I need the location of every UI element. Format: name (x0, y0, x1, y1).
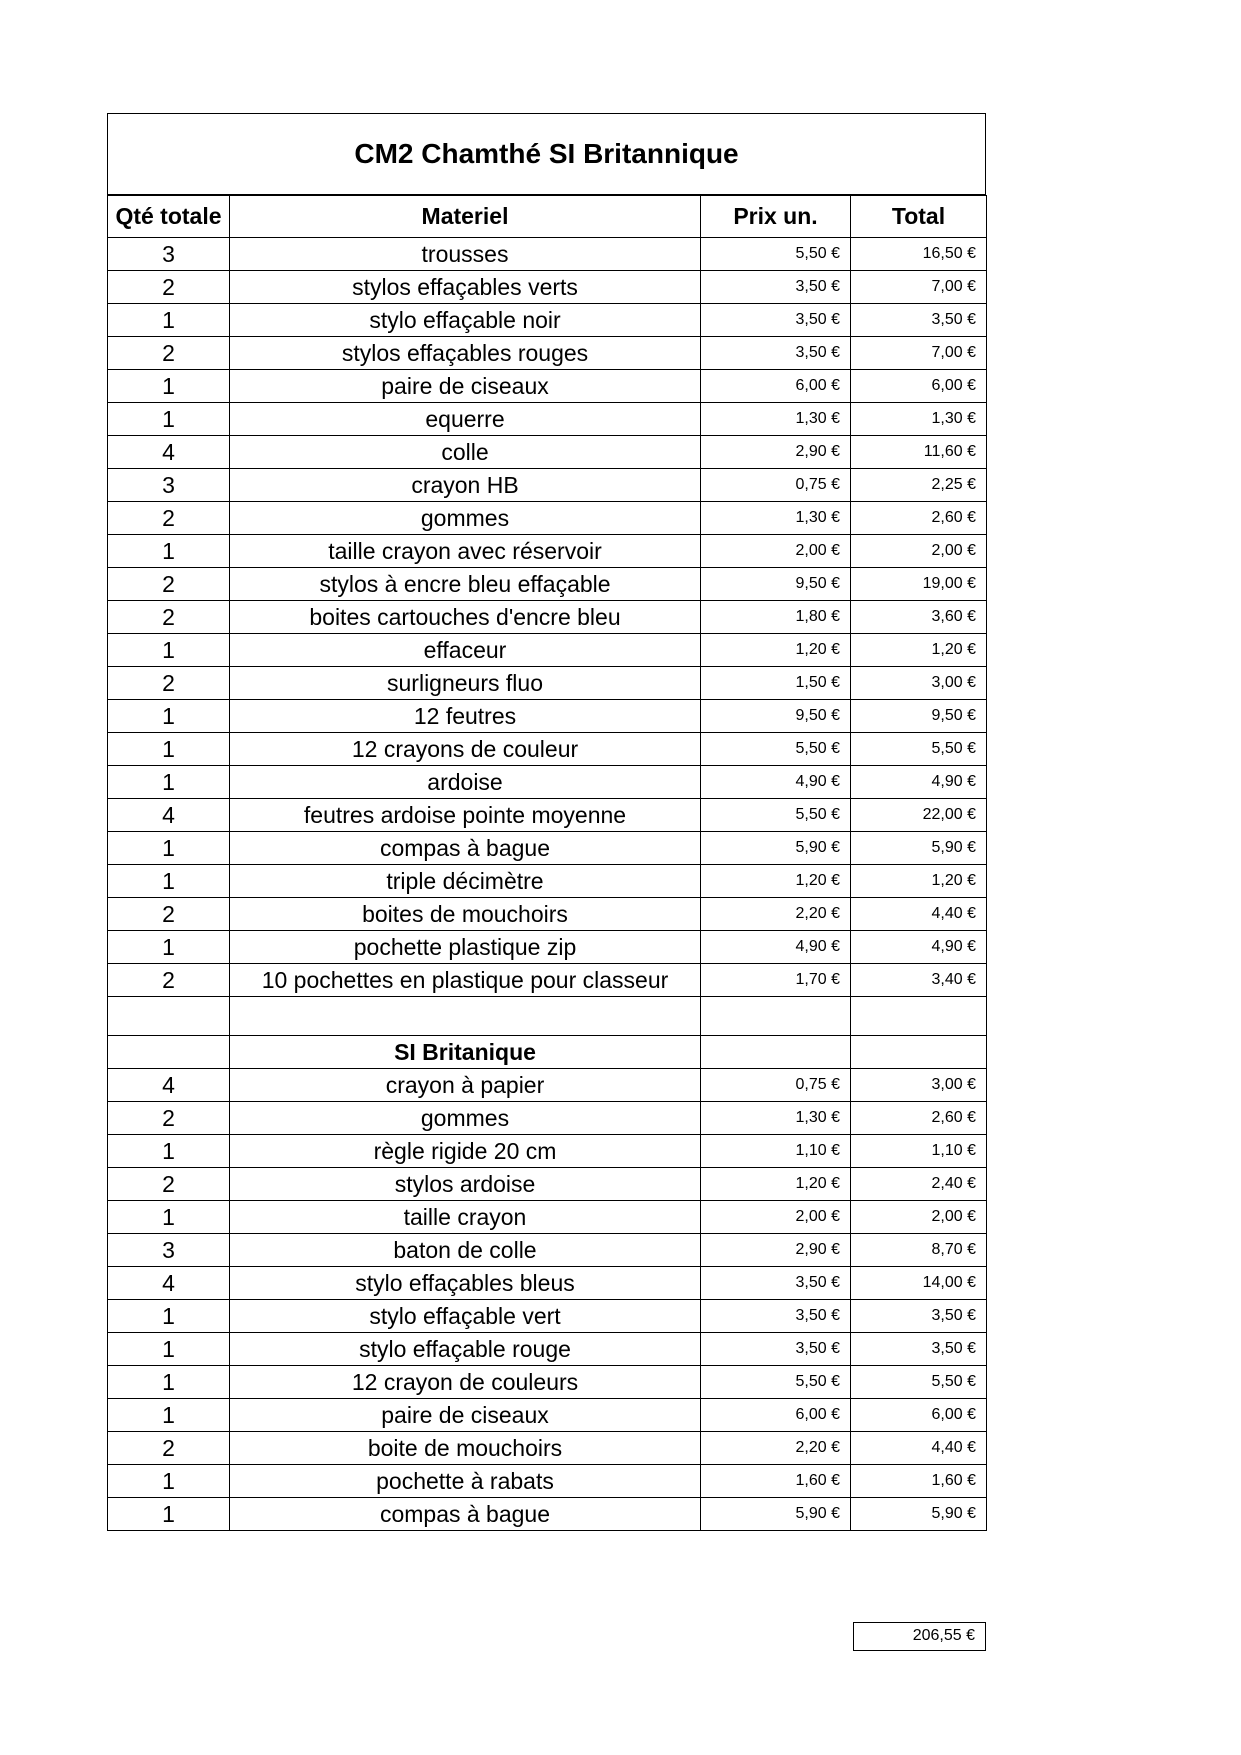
qty-cell: 2 (108, 898, 230, 931)
unit-price-cell: 4,90 € (701, 931, 851, 964)
material-cell: 12 feutres (230, 700, 701, 733)
material-cell: taille crayon avec réservoir (230, 535, 701, 568)
blank-row (108, 997, 987, 1036)
unit-price-cell: 2,20 € (701, 1432, 851, 1465)
qty-cell: 4 (108, 1069, 230, 1102)
total-cell: 3,40 € (851, 964, 987, 997)
qty-cell: 1 (108, 766, 230, 799)
total-cell: 5,50 € (851, 733, 987, 766)
unit-price-cell: 5,90 € (701, 1498, 851, 1531)
material-cell (230, 997, 701, 1036)
material-cell: compas à bague (230, 1498, 701, 1531)
unit-price-cell: 3,50 € (701, 1300, 851, 1333)
table-row (108, 370, 987, 403)
table-row (108, 601, 987, 634)
qty-cell: 1 (108, 1201, 230, 1234)
unit-price-cell: 2,00 € (701, 535, 851, 568)
table-row (108, 403, 987, 436)
table-row (108, 337, 987, 370)
material-cell: stylo effaçables bleus (230, 1267, 701, 1300)
section-title-row (108, 1036, 987, 1069)
qty-cell: 1 (108, 304, 230, 337)
total-cell: 3,50 € (851, 1300, 987, 1333)
unit-price-cell: 3,50 € (701, 271, 851, 304)
unit-price-cell: 5,50 € (701, 1366, 851, 1399)
unit-price-cell: 1,20 € (701, 634, 851, 667)
material-cell: 12 crayons de couleur (230, 733, 701, 766)
material-cell: pochette plastique zip (230, 931, 701, 964)
total-cell: 5,50 € (851, 1366, 987, 1399)
unit-price-cell: 3,50 € (701, 1333, 851, 1366)
table-row (108, 1234, 987, 1267)
material-cell: stylo effaçable vert (230, 1300, 701, 1333)
total-cell: 1,60 € (851, 1465, 987, 1498)
table-row (108, 1498, 987, 1531)
unit-price-cell: 5,90 € (701, 832, 851, 865)
total-cell: 2,00 € (851, 535, 987, 568)
total-cell: 22,00 € (851, 799, 987, 832)
total-cell: 2,60 € (851, 1102, 987, 1135)
material-cell: trousses (230, 238, 701, 271)
qty-cell: 1 (108, 1333, 230, 1366)
unit-price-cell: 0,75 € (701, 1069, 851, 1102)
table-row (108, 238, 987, 271)
sheet-title: CM2 Chamthé SI Britannique (107, 113, 986, 195)
total-cell: 4,40 € (851, 1432, 987, 1465)
supply-list-sheet (107, 113, 986, 1531)
qty-cell: 2 (108, 337, 230, 370)
table-row (108, 964, 987, 997)
material-cell: surligneurs fluo (230, 667, 701, 700)
total-cell: 4,90 € (851, 931, 987, 964)
material-cell: baton de colle (230, 1234, 701, 1267)
unit-price-cell (701, 1036, 851, 1069)
qty-cell: 1 (108, 535, 230, 568)
material-cell: boites cartouches d'encre bleu (230, 601, 701, 634)
unit-price-cell: 1,70 € (701, 964, 851, 997)
table-row (108, 1300, 987, 1333)
unit-price-cell: 1,20 € (701, 865, 851, 898)
total-cell: 3,60 € (851, 601, 987, 634)
qty-cell: 4 (108, 436, 230, 469)
total-cell: 5,90 € (851, 832, 987, 865)
qty-cell: 3 (108, 469, 230, 502)
total-cell (851, 997, 987, 1036)
unit-price-cell: 2,20 € (701, 898, 851, 931)
material-cell: crayon à papier (230, 1069, 701, 1102)
material-cell: feutres ardoise pointe moyenne (230, 799, 701, 832)
unit-price-cell: 1,60 € (701, 1465, 851, 1498)
table-row (108, 1432, 987, 1465)
material-cell: compas à bague (230, 832, 701, 865)
table-row (108, 865, 987, 898)
qty-cell: 2 (108, 502, 230, 535)
table-row (108, 898, 987, 931)
total-cell: 8,70 € (851, 1234, 987, 1267)
material-cell: paire de ciseaux (230, 1399, 701, 1432)
qty-cell: 1 (108, 1300, 230, 1333)
total-cell: 2,40 € (851, 1168, 987, 1201)
material-cell: equerre (230, 403, 701, 436)
material-cell: stylos à encre bleu effaçable (230, 568, 701, 601)
table-row (108, 469, 987, 502)
material-cell: 10 pochettes en plastique pour classeur (230, 964, 701, 997)
material-cell: gommes (230, 1102, 701, 1135)
total-cell: 1,20 € (851, 634, 987, 667)
grand-total: 206,55 € (853, 1622, 986, 1651)
unit-price-cell: 5,50 € (701, 733, 851, 766)
qty-cell: 3 (108, 1234, 230, 1267)
table-row (108, 766, 987, 799)
qty-cell: 1 (108, 1498, 230, 1531)
total-cell (851, 1036, 987, 1069)
material-cell: 12 crayon de couleurs (230, 1366, 701, 1399)
unit-price-cell: 2,90 € (701, 1234, 851, 1267)
qty-cell: 2 (108, 601, 230, 634)
qty-cell: 2 (108, 964, 230, 997)
material-cell: ardoise (230, 766, 701, 799)
qty-cell: 1 (108, 865, 230, 898)
total-cell: 11,60 € (851, 436, 987, 469)
unit-price-cell: 3,50 € (701, 337, 851, 370)
unit-price-cell: 9,50 € (701, 700, 851, 733)
material-cell: pochette à rabats (230, 1465, 701, 1498)
material-cell: SI Britanique (230, 1036, 701, 1069)
qty-cell: 2 (108, 1432, 230, 1465)
material-cell: effaceur (230, 634, 701, 667)
total-cell: 1,20 € (851, 865, 987, 898)
qty-cell: 1 (108, 1135, 230, 1168)
table-row (108, 700, 987, 733)
unit-price-cell: 1,30 € (701, 1102, 851, 1135)
table-row (108, 1069, 987, 1102)
unit-price-cell (701, 997, 851, 1036)
table-row (108, 733, 987, 766)
total-cell: 19,00 € (851, 568, 987, 601)
total-cell: 7,00 € (851, 337, 987, 370)
unit-price-cell: 6,00 € (701, 1399, 851, 1432)
qty-cell: 1 (108, 832, 230, 865)
total-cell: 2,60 € (851, 502, 987, 535)
unit-price-cell: 1,10 € (701, 1135, 851, 1168)
material-cell: taille crayon (230, 1201, 701, 1234)
unit-price-cell: 1,30 € (701, 502, 851, 535)
qty-cell: 4 (108, 799, 230, 832)
header-material: Materiel (230, 196, 701, 238)
qty-cell: 1 (108, 634, 230, 667)
table-row (108, 1465, 987, 1498)
table-row (108, 304, 987, 337)
table-row (108, 1366, 987, 1399)
qty-cell: 1 (108, 403, 230, 436)
unit-price-cell: 6,00 € (701, 370, 851, 403)
qty-cell: 2 (108, 271, 230, 304)
unit-price-cell: 1,50 € (701, 667, 851, 700)
table-row (108, 568, 987, 601)
table-row (108, 502, 987, 535)
total-cell: 4,40 € (851, 898, 987, 931)
unit-price-cell: 1,80 € (701, 601, 851, 634)
header-total: Total (851, 196, 987, 238)
table-row (108, 271, 987, 304)
qty-cell: 2 (108, 1168, 230, 1201)
unit-price-cell: 3,50 € (701, 304, 851, 337)
unit-price-cell: 4,90 € (701, 766, 851, 799)
qty-cell (108, 997, 230, 1036)
header-unit-price: Prix un. (701, 196, 851, 238)
total-cell: 6,00 € (851, 1399, 987, 1432)
table-row (108, 1135, 987, 1168)
qty-cell: 1 (108, 931, 230, 964)
table-row (108, 1201, 987, 1234)
total-cell: 3,50 € (851, 1333, 987, 1366)
total-cell: 9,50 € (851, 700, 987, 733)
unit-price-cell: 2,00 € (701, 1201, 851, 1234)
material-cell: gommes (230, 502, 701, 535)
table-header-row (108, 196, 987, 238)
qty-cell: 2 (108, 568, 230, 601)
total-cell: 2,25 € (851, 469, 987, 502)
total-cell: 3,00 € (851, 667, 987, 700)
qty-cell: 1 (108, 1399, 230, 1432)
total-cell: 14,00 € (851, 1267, 987, 1300)
table-row (108, 931, 987, 964)
qty-cell: 1 (108, 370, 230, 403)
unit-price-cell: 5,50 € (701, 799, 851, 832)
qty-cell: 1 (108, 700, 230, 733)
qty-cell: 2 (108, 1102, 230, 1135)
material-cell: stylos effaçables verts (230, 271, 701, 304)
table-row (108, 1333, 987, 1366)
total-cell: 3,50 € (851, 304, 987, 337)
table-row (108, 1267, 987, 1300)
unit-price-cell: 5,50 € (701, 238, 851, 271)
total-cell: 6,00 € (851, 370, 987, 403)
material-cell: boite de mouchoirs (230, 1432, 701, 1465)
total-cell: 1,10 € (851, 1135, 987, 1168)
material-cell: paire de ciseaux (230, 370, 701, 403)
qty-cell (108, 1036, 230, 1069)
qty-cell: 1 (108, 1366, 230, 1399)
qty-cell: 2 (108, 667, 230, 700)
table-row (108, 1399, 987, 1432)
table-row (108, 1102, 987, 1135)
total-cell: 1,30 € (851, 403, 987, 436)
header-qty: Qté totale (108, 196, 230, 238)
material-cell: boites de mouchoirs (230, 898, 701, 931)
material-cell: stylo effaçable noir (230, 304, 701, 337)
total-cell: 3,00 € (851, 1069, 987, 1102)
qty-cell: 3 (108, 238, 230, 271)
table-row (108, 436, 987, 469)
unit-price-cell: 9,50 € (701, 568, 851, 601)
qty-cell: 1 (108, 1465, 230, 1498)
unit-price-cell: 1,30 € (701, 403, 851, 436)
supply-table (107, 195, 987, 1531)
unit-price-cell: 3,50 € (701, 1267, 851, 1300)
material-cell: stylos ardoise (230, 1168, 701, 1201)
unit-price-cell: 2,90 € (701, 436, 851, 469)
table-row (108, 832, 987, 865)
unit-price-cell: 0,75 € (701, 469, 851, 502)
material-cell: stylo effaçable rouge (230, 1333, 701, 1366)
table-row (108, 535, 987, 568)
table-row (108, 799, 987, 832)
material-cell: colle (230, 436, 701, 469)
total-cell: 4,90 € (851, 766, 987, 799)
material-cell: crayon HB (230, 469, 701, 502)
total-cell: 5,90 € (851, 1498, 987, 1531)
material-cell: triple décimètre (230, 865, 701, 898)
table-row (108, 1168, 987, 1201)
table-row (108, 667, 987, 700)
total-cell: 16,50 € (851, 238, 987, 271)
material-cell: règle rigide 20 cm (230, 1135, 701, 1168)
total-cell: 7,00 € (851, 271, 987, 304)
qty-cell: 4 (108, 1267, 230, 1300)
qty-cell: 1 (108, 733, 230, 766)
material-cell: stylos effaçables rouges (230, 337, 701, 370)
table-row (108, 634, 987, 667)
total-cell: 2,00 € (851, 1201, 987, 1234)
unit-price-cell: 1,20 € (701, 1168, 851, 1201)
